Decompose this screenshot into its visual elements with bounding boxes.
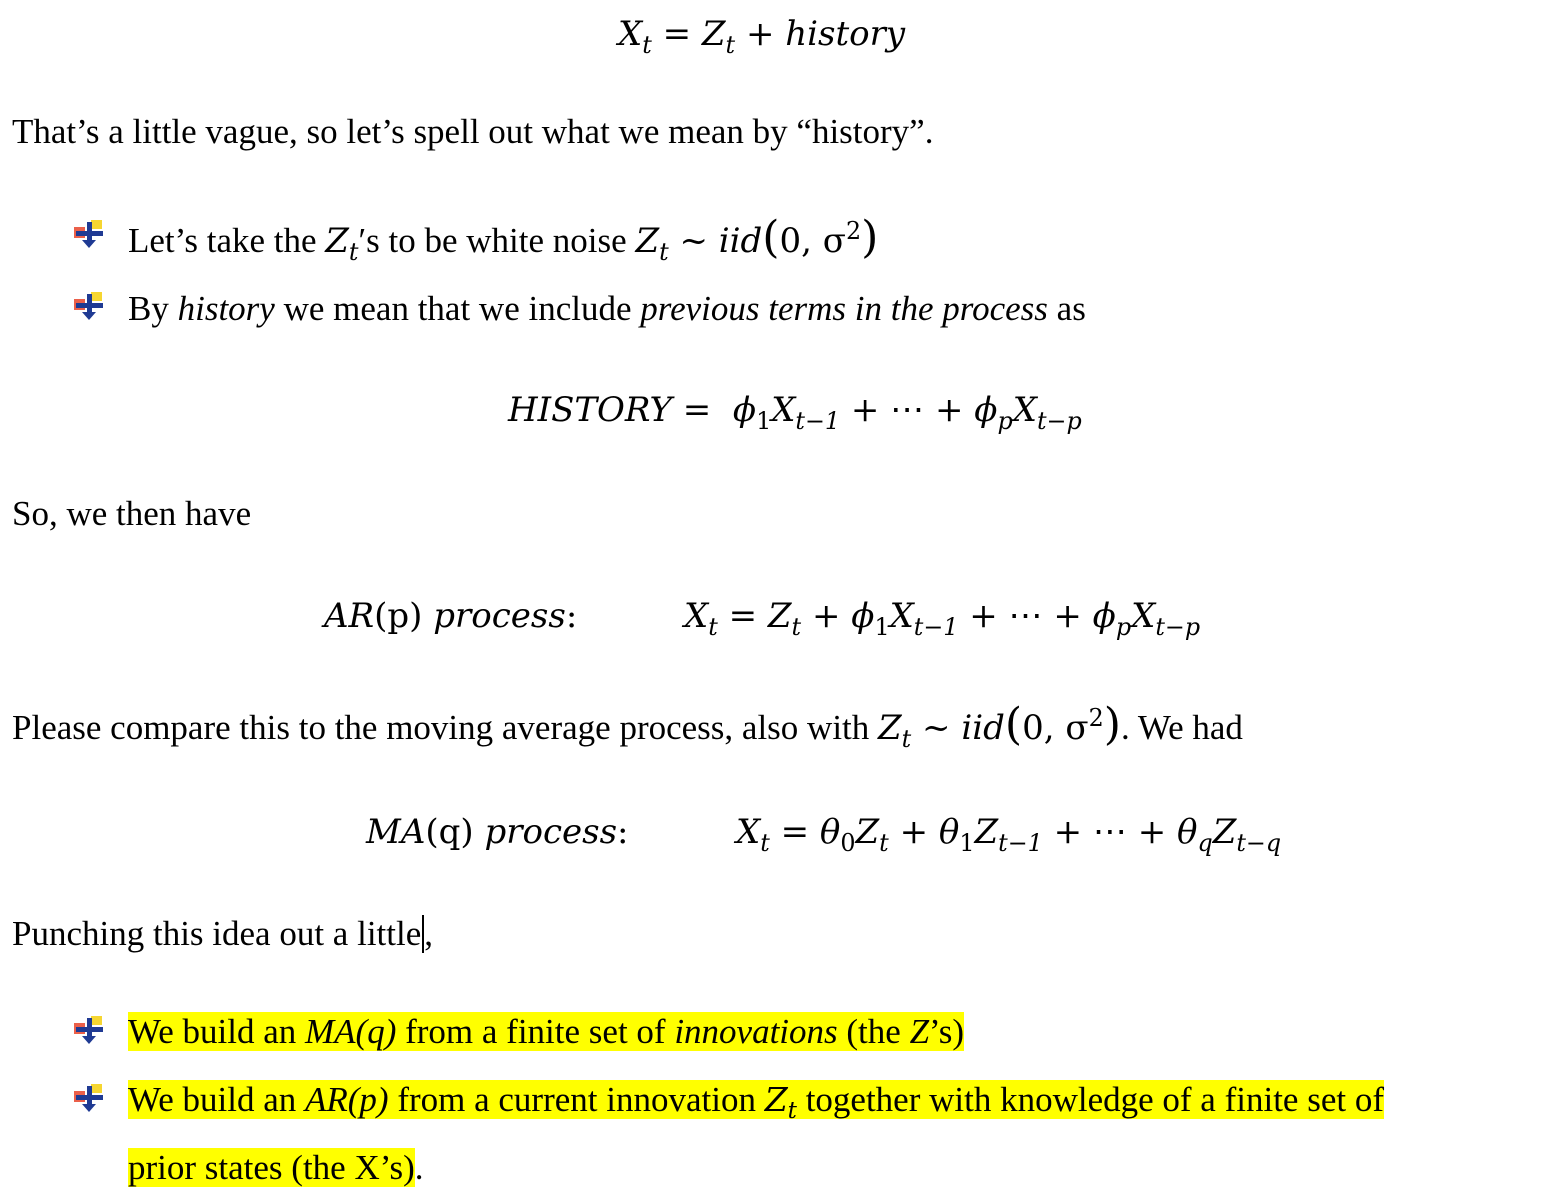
bullet-white-noise: Let’s take the $Z_t's$ to be white noise $Z_t$ ~ iid(0, $\sigma^2$) bbox=[128, 212, 879, 266]
equation-ma: $X_t = \theta_0Z_t + \theta_1Z_{t-1}$ + ⋯ + $\theta_qZ_{t-q}$ bbox=[736, 812, 1282, 857]
bullet-history-definition: By history we mean that we include previous terms in the process as bbox=[128, 289, 1086, 328]
paragraph-history-intro: That’s a little vague, so let’s spell out what we mean by “history”. bbox=[12, 112, 934, 151]
bullet-ar-build-line2: prior states (the X’s). bbox=[128, 1148, 424, 1187]
paragraph-then-have: So, we then have bbox=[12, 494, 252, 533]
equation-ar-label: AR(p) process: bbox=[324, 596, 578, 636]
arrow-bullet-icon bbox=[72, 1014, 106, 1048]
bullet-ar-build: We build an AR(p) from a current innovation $Z_t$ together with knowledge of a finite set of bbox=[128, 1080, 1384, 1125]
equation-ar: $X_t = Z_t + \phi_1X_{t-1}$ + ⋯ + $\phi_pX_{t-p}$ bbox=[684, 596, 1201, 641]
paragraph-compare-ma: Please compare this to the moving average process, also with $Z_t$ ~ iid(0, $\sigma^2$). We had bbox=[12, 699, 1243, 753]
equation-ma-label: MA(q) process: bbox=[366, 812, 629, 852]
arrow-bullet-icon bbox=[72, 218, 106, 252]
equation-top: $X_t = Z_t$ + history bbox=[618, 14, 906, 59]
arrow-bullet-icon bbox=[72, 1082, 106, 1116]
equation-history: HISTORY = $\phi_1X_{t-1}$ + ⋯ + $\phi_pX_{t-p}$ bbox=[508, 390, 1082, 435]
paragraph-punching-idea[interactable]: Punching this idea out a little, bbox=[12, 914, 434, 953]
arrow-bullet-icon bbox=[72, 290, 106, 324]
bullet-ma-build: We build an MA(q) from a finite set of innovations (the Z’s) bbox=[128, 1012, 965, 1051]
